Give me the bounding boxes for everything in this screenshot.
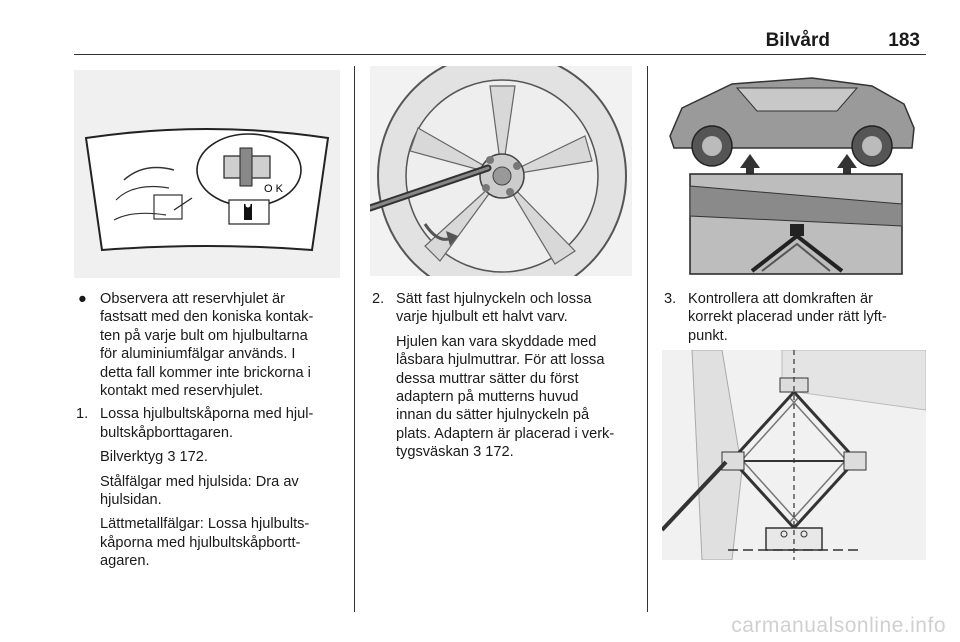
step-2 — [370, 290, 642, 327]
ref-page: 172. — [485, 444, 514, 461]
text-line: Stålfälgar med hjulsida: Dra av — [100, 473, 299, 490]
section-title: Bilvård — [765, 30, 830, 51]
bullet-marker: ● — [78, 291, 87, 307]
column-3-text — [662, 290, 926, 345]
text-line: korrekt placerad under rätt lyft- — [688, 309, 887, 326]
ref-text: tygsväskan — [396, 444, 470, 461]
text-line: varje hjulbult ett halvt varv. — [396, 309, 568, 326]
text-line: låsbara hjulmuttrar. För att lossa — [396, 352, 605, 369]
ref-text: Bilverktyg — [100, 449, 164, 466]
ref-arrow-icon: 3 — [167, 449, 176, 466]
column-divider-2 — [647, 66, 648, 612]
page-number: 183 — [888, 30, 920, 51]
step-1 — [74, 405, 346, 442]
column-1-text — [74, 290, 346, 571]
text-line: Hjulen kan vara skyddade med — [396, 333, 597, 350]
jack-closeup-illustration — [662, 350, 926, 560]
step-3 — [662, 290, 926, 345]
text-line: innan du sätter hjulnyckeln på — [396, 407, 590, 424]
text-line: plats. Adaptern är placerad i verk- — [396, 425, 615, 442]
text-line: bultskåpborttagaren. — [100, 424, 234, 441]
step-number: 3. — [664, 291, 677, 307]
text-line: Observera att reservhjulet är — [100, 291, 285, 307]
text-line: Lättmetallfälgar: Lossa hjulbults- — [100, 516, 310, 533]
ref-arrow-icon: 3 — [473, 444, 482, 461]
text-line: kontakt med reservhjulet. — [100, 383, 264, 400]
steel-rim-note — [74, 473, 346, 510]
ok-label: O K — [264, 183, 283, 195]
step-number: 2. — [372, 291, 385, 307]
text-line: hjulsidan. — [100, 492, 162, 509]
column-divider-1 — [354, 66, 355, 612]
text-line: kåporna med hjulbultskåpbortt- — [100, 534, 301, 551]
text-line: Lossa hjulbultskåporna med hjul- — [100, 406, 314, 423]
alloy-rim-note — [74, 515, 346, 570]
car-lifting-point-illustration — [662, 66, 926, 276]
lock-nut-note — [370, 333, 642, 462]
cross-reference[interactable] — [396, 443, 642, 461]
ref-page: 172. — [179, 449, 208, 466]
text-line: ten på varje bult om hjulbultarna — [100, 327, 308, 344]
text-line: detta fall kommer inte brickorna i — [100, 364, 311, 381]
cross-reference[interactable] — [74, 448, 346, 466]
bullet-item — [74, 290, 346, 400]
column-2-text — [370, 290, 642, 462]
text-line: agaren. — [100, 553, 150, 570]
text-line: för aluminiumfälgar används. I — [100, 346, 296, 363]
spare-wheel-label-illustration — [74, 70, 340, 278]
watermark: carmanualsonline.info — [731, 614, 946, 637]
step-number: 1. — [76, 406, 89, 423]
text-line: adaptern på mutterns huvud — [396, 389, 579, 406]
text-line: fastsatt med den koniska kontak- — [100, 309, 314, 326]
text-line: dessa muttrar sätter du först — [396, 370, 579, 387]
text-line: Kontrollera att domkraften är — [688, 291, 873, 307]
page-header — [74, 24, 926, 55]
text-line: Sätt fast hjulnyckeln och lossa — [396, 291, 592, 307]
text-line: punkt. — [688, 327, 728, 344]
wheel-wrench-illustration — [370, 66, 632, 276]
